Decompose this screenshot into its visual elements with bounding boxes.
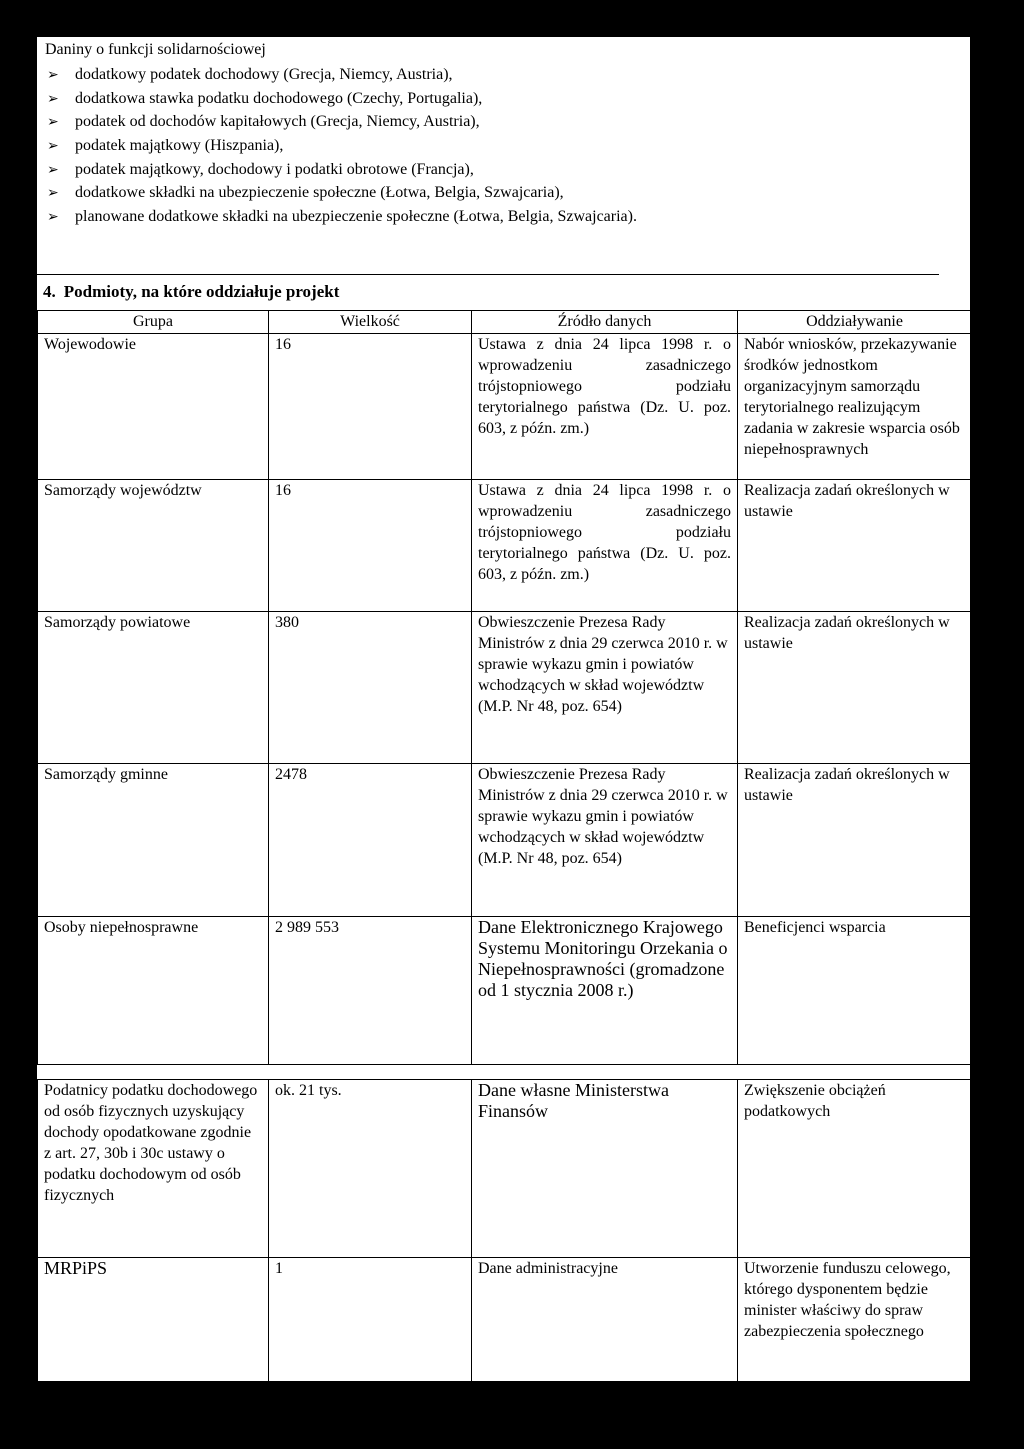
table-row bbox=[38, 334, 972, 480]
header-wielkosc: Wielkość bbox=[269, 311, 472, 334]
cell-zrodlo: Ustawa z dnia 24 lipca 1998 r. o wprowadzeniu zasadniczego trójstopniowego podziału terytorialnego państwa (Dz. U. poz. 603, z późn. zm.) bbox=[472, 334, 738, 480]
arrow-bullet-icon: ➢ bbox=[47, 162, 59, 178]
cell-grupa: Podatnicy podatku dochodowego od osób fizycznych uzyskujący dochody opodatkowane zgodnie z art. 27, 30b i 30c ustawy o podatku dochodowym od osób fizycznych bbox=[38, 1080, 269, 1258]
cell-zrodlo: Dane administracyjne bbox=[472, 1258, 738, 1388]
section-number: 4. bbox=[43, 282, 56, 301]
table-row bbox=[38, 480, 972, 612]
header-oddzialywanie: Oddziaływanie bbox=[738, 311, 972, 334]
bullet-item: ➢ dodatkowe składki na ubezpieczenie społeczne (Łotwa, Belgia, Szwajcaria), bbox=[47, 181, 637, 205]
cell-oddzialywanie: Realizacja zadań określonych w ustawie bbox=[738, 764, 972, 917]
cell-wielkosc: 2478 bbox=[269, 764, 472, 917]
section-heading bbox=[43, 282, 339, 302]
cell-zrodlo: Ustawa z dnia 24 lipca 1998 r. o wprowadzeniu zasadniczego trójstopniowego podziału terytorialnego państwa (Dz. U. poz. 603, z późn. zm.) bbox=[472, 480, 738, 612]
cell-wielkosc: 16 bbox=[269, 334, 472, 480]
arrow-bullet-icon: ➢ bbox=[47, 115, 59, 131]
table-row bbox=[38, 1258, 972, 1388]
header-zrodlo: Źródło danych bbox=[472, 311, 738, 334]
bullet-item: ➢ podatek majątkowy (Hiszpania), bbox=[47, 134, 637, 158]
cell-grupa: Samorządy gminne bbox=[38, 764, 269, 917]
arrow-bullet-icon: ➢ bbox=[47, 68, 59, 83]
document-page bbox=[36, 36, 971, 1382]
arrow-bullet-icon: ➢ bbox=[47, 139, 59, 155]
bullet-item: ➢ podatek od dochodów kapitałowych (Grecja, Niemcy, Austria), bbox=[47, 110, 637, 134]
divider bbox=[37, 274, 939, 275]
cell-grupa: Osoby niepełnosprawne bbox=[38, 917, 269, 1065]
bullet-item: ➢ planowane dodatkowe składki na ubezpieczenie społeczne (Łotwa, Belgia, Szwajcaria). bbox=[47, 205, 637, 229]
arrow-bullet-icon: ➢ bbox=[47, 91, 59, 107]
header-grupa: Grupa bbox=[38, 311, 269, 334]
cell-grupa: MRPiPS bbox=[38, 1258, 269, 1388]
table-row bbox=[38, 612, 972, 764]
row-spacer bbox=[38, 1065, 972, 1080]
cell-grupa: Samorządy województw bbox=[38, 480, 269, 612]
table-header-row bbox=[38, 311, 972, 334]
cell-wielkosc: 380 bbox=[269, 612, 472, 764]
arrow-bullet-icon: ➢ bbox=[47, 210, 59, 226]
bullet-item: ➢ podatek majątkowy, dochodowy i podatki obrotowe (Francja), bbox=[47, 158, 637, 182]
cell-oddzialywanie: Realizacja zadań określonych w ustawie bbox=[738, 612, 972, 764]
cell-zrodlo: Obwieszczenie Prezesa Rady Ministrów z dnia 29 czerwca 2010 r. w sprawie wykazu gmin i powiatów wchodzących w skład województw (M.P. Nr 48, poz. 654) bbox=[472, 612, 738, 764]
bullet-item: ➢ dodatkowa stawka podatku dochodowego (Czechy, Portugalia), bbox=[47, 87, 637, 111]
stakeholders-table bbox=[37, 310, 972, 1388]
cell-oddzialywanie: Utworzenie funduszu celowego, którego dysponentem będzie minister właściwy do spraw zabezpieczenia społecznego bbox=[738, 1258, 972, 1388]
cell-zrodlo: Obwieszczenie Prezesa Rady Ministrów z dnia 29 czerwca 2010 r. w sprawie wykazu gmin i powiatów wchodzących w skład województw (M.P. Nr 48, poz. 654) bbox=[472, 764, 738, 917]
bullet-list bbox=[47, 63, 637, 229]
cell-zrodlo: Dane Elektronicznego Krajowego Systemu Monitoringu Orzekania o Niepełnosprawności (gromadzone od 1 stycznia 2008 r.) bbox=[472, 917, 738, 1065]
table-row bbox=[38, 764, 972, 917]
cell-oddzialywanie: Beneficjenci wsparcia bbox=[738, 917, 972, 1065]
cell-grupa: Wojewodowie bbox=[38, 334, 269, 480]
bullet-item: ➢ dodatkowy podatek dochodowy (Grecja, Niemcy, Austria), bbox=[47, 63, 637, 87]
table-row bbox=[38, 917, 972, 1065]
arrow-bullet-icon: ➢ bbox=[47, 186, 59, 202]
cell-grupa: Samorządy powiatowe bbox=[38, 612, 269, 764]
cell-oddzialywanie: Nabór wniosków, przekazywanie środków jednostkom organizacyjnym samorządu terytorialnego realizującym zadania w zakresie wsparcia osób niepełnosprawnych bbox=[738, 334, 972, 480]
section-intro-title: Daniny o funkcji solidarnościowej bbox=[45, 41, 266, 58]
section-title: Podmioty, na które oddziałuje projekt bbox=[63, 282, 340, 301]
cell-zrodlo: Dane własne Ministerstwa Finansów bbox=[472, 1080, 738, 1258]
cell-oddzialywanie: Zwiększenie obciążeń podatkowych bbox=[738, 1080, 972, 1258]
cell-wielkosc: ok. 21 tys. bbox=[269, 1080, 472, 1258]
cell-oddzialywanie: Realizacja zadań określonych w ustawie bbox=[738, 480, 972, 612]
table-row bbox=[38, 1080, 972, 1258]
cell-wielkosc: 2 989 553 bbox=[269, 917, 472, 1065]
table-gap-row bbox=[38, 1065, 972, 1080]
cell-wielkosc: 1 bbox=[269, 1258, 472, 1388]
cell-wielkosc: 16 bbox=[269, 480, 472, 612]
